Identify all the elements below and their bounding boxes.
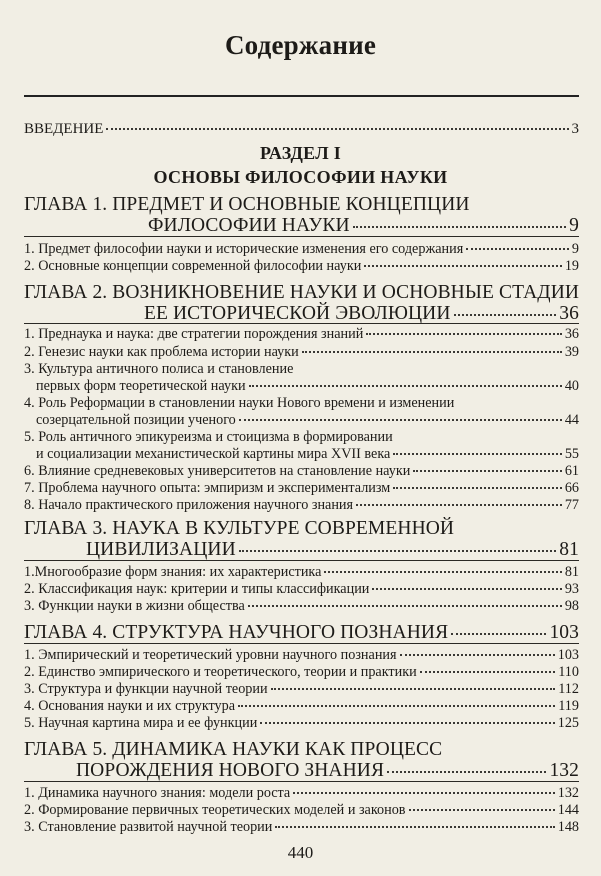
entry-label: 2. Основные концепции современной философии науки	[24, 258, 362, 274]
entry-label: 1. Предмет философии науки и исторические изменения его содержания	[24, 241, 464, 257]
toc-entry[interactable]	[24, 715, 579, 732]
entry-page: 112	[558, 681, 579, 697]
chapter-heading-line: ГЛАВА 4. СТРУКТУРА НАУЧНОГО ПОЗНАНИЯ	[24, 622, 449, 643]
entry-page: 81	[564, 564, 579, 580]
dot-leader	[400, 654, 555, 656]
toc-entry[interactable]	[24, 446, 579, 463]
toc-entry[interactable]	[24, 664, 579, 681]
entry-page: 55	[564, 446, 579, 462]
toc-entry[interactable]	[24, 681, 579, 698]
chapter-divider	[24, 643, 579, 644]
entry-page: 9	[569, 215, 579, 236]
dot-leader	[249, 385, 562, 387]
entry-page: 103	[557, 647, 579, 663]
dot-leader	[248, 605, 562, 607]
entry-page: 119	[558, 698, 579, 714]
entry-page: 61	[564, 463, 579, 479]
dot-leader	[393, 453, 561, 455]
dot-leader	[239, 550, 557, 552]
dot-leader	[466, 248, 569, 250]
page-number: 440	[287, 843, 314, 862]
entry-label: 6. Влияние средневековых университетов на становление науки	[24, 463, 411, 479]
entry-label: 1.Многообразие форм знания: их характеристика	[24, 564, 322, 580]
entry-label: первых форм теоретической науки	[36, 378, 246, 394]
section-number: РАЗДЕЛ I	[259, 143, 342, 163]
dot-leader	[324, 571, 561, 573]
toc-entry-chapter-4[interactable]	[24, 622, 579, 644]
entry-label: 2. Классификация наук: критерии и типы классификации	[24, 581, 370, 597]
toc-entry[interactable]	[24, 497, 579, 514]
dot-leader	[238, 705, 555, 707]
page-title: Содержание	[224, 30, 377, 60]
chapter-heading-line[interactable]: ГЛАВА 2. ВОЗНИКНОВЕНИЕ НАУКИ И ОСНОВНЫЕ СТАДИИ	[24, 282, 580, 303]
toc-entry[interactable]	[24, 785, 579, 802]
chapter-heading-line: ЦИВИЛИЗАЦИИ	[86, 539, 236, 560]
entry-label-line[interactable]: 3. Культура античного полиса и становление	[24, 361, 294, 377]
dot-leader	[293, 792, 554, 794]
dot-leader	[356, 504, 562, 506]
entry-label: 8. Начало практического приложения научного знания	[24, 497, 354, 513]
chapter-heading-line[interactable]: ГЛАВА 1. ПРЕДМЕТ И ОСНОВНЫЕ КОНЦЕПЦИИ	[24, 194, 470, 215]
entry-label: 2. Формирование первичных теоретических моделей и законов	[24, 802, 406, 818]
entry-label: 1. Динамика научного знания: модели роста	[24, 785, 291, 801]
toc-entry[interactable]	[24, 581, 579, 598]
dot-leader	[364, 265, 562, 267]
entry-label: ВВЕДЕНИЕ	[24, 121, 104, 137]
toc-entry[interactable]	[24, 598, 579, 615]
dot-leader	[106, 128, 568, 130]
entry-page: 40	[564, 378, 579, 394]
dot-leader	[366, 333, 562, 335]
entry-page: 103	[549, 622, 579, 643]
toc-entry[interactable]	[24, 819, 579, 836]
entry-page: 36	[564, 326, 579, 342]
chapter-divider	[24, 781, 579, 782]
entry-page: 81	[559, 539, 579, 560]
toc-entry[interactable]	[24, 344, 579, 361]
entry-page: 44	[564, 412, 579, 428]
dot-leader	[454, 314, 557, 316]
entry-page: 93	[564, 581, 579, 597]
toc-entry[interactable]	[24, 802, 579, 819]
toc-entry-chapter-3[interactable]	[24, 539, 579, 561]
toc-entry[interactable]	[24, 480, 579, 497]
dot-leader	[387, 771, 546, 773]
chapter-heading-line[interactable]: ГЛАВА 3. НАУКА В КУЛЬТУРЕ СОВРЕМЕННОЙ	[24, 518, 455, 539]
entry-page: 125	[557, 715, 579, 731]
dot-leader	[275, 826, 554, 828]
toc-entry[interactable]	[24, 564, 579, 581]
dot-leader	[420, 671, 556, 673]
dot-leader	[393, 487, 562, 489]
entry-label-line[interactable]: 5. Роль античного эпикуреизма и стоицизма в формировании	[24, 429, 393, 445]
toc-entry[interactable]	[24, 241, 579, 258]
toc-entry-chapter-2[interactable]	[24, 303, 579, 325]
section-title: ОСНОВЫ ФИЛОСОФИИ НАУКИ	[153, 167, 448, 187]
chapter-heading-line: ПОРОЖДЕНИЯ НОВОГО ЗНАНИЯ	[76, 760, 385, 781]
chapter-divider	[24, 323, 579, 324]
chapter-divider	[24, 560, 579, 561]
toc-entry-intro[interactable]	[24, 121, 579, 138]
chapter-heading-line: ЕЕ ИСТОРИЧЕСКОЙ ЭВОЛЮЦИИ	[144, 303, 451, 324]
dot-leader	[271, 688, 556, 690]
entry-label: 3. Становление развитой научной теории	[24, 819, 273, 835]
entry-page: 148	[557, 819, 579, 835]
entry-label: 5. Научная картина мира и ее функции	[24, 715, 258, 731]
entry-label: 2. Генезис науки как проблема истории науки	[24, 344, 299, 360]
dot-leader	[302, 351, 562, 353]
entry-page: 36	[559, 303, 579, 324]
entry-label: 7. Проблема научного опыта: эмпиризм и экспериментализм	[24, 480, 391, 496]
title-rule	[24, 95, 579, 97]
entry-label-line[interactable]: 4. Роль Реформации в становлении науки Нового времени и изменении	[24, 395, 455, 411]
entry-label: 4. Основания науки и их структура	[24, 698, 236, 714]
toc-entry[interactable]	[24, 698, 579, 715]
entry-page: 39	[564, 344, 579, 360]
entry-label: 1. Преднаука и наука: две стратегии порождения знаний	[24, 326, 364, 342]
entry-page: 110	[558, 664, 579, 680]
dot-leader	[260, 722, 554, 724]
entry-label: 3. Функции науки в жизни общества	[24, 598, 245, 614]
entry-page: 132	[549, 760, 579, 781]
entry-page: 77	[564, 497, 579, 513]
entry-page: 9	[571, 241, 579, 257]
toc-entry[interactable]	[24, 378, 579, 395]
dot-leader	[239, 419, 562, 421]
chapter-heading-line: ФИЛОСОФИИ НАУКИ	[148, 215, 350, 236]
dot-leader	[372, 588, 561, 590]
toc-entry[interactable]	[24, 326, 579, 343]
toc-entry[interactable]	[24, 463, 579, 480]
entry-label: и социализации механистической картины мира XVII века	[36, 446, 391, 462]
toc-entry-chapter-5[interactable]	[24, 760, 579, 782]
chapter-heading-line[interactable]: ГЛАВА 5. ДИНАМИКА НАУКИ КАК ПРОЦЕСС	[24, 739, 443, 760]
dot-leader	[451, 633, 546, 635]
dot-leader	[409, 809, 555, 811]
chapter-divider	[24, 236, 579, 237]
entry-label: 2. Единство эмпирического и теоретического, теории и практики	[24, 664, 417, 680]
dot-leader	[413, 470, 561, 472]
entry-label: созерцательной позиции ученого	[36, 412, 236, 428]
entry-page: 144	[557, 802, 579, 818]
toc-entry-chapter-1[interactable]	[24, 215, 579, 237]
entry-label: 3. Структура и функции научной теории	[24, 681, 268, 697]
toc-entry[interactable]	[24, 258, 579, 275]
entry-page: 132	[557, 785, 579, 801]
entry-page: 66	[564, 480, 579, 496]
entry-label: 1. Эмпирический и теоретический уровни научного познания	[24, 647, 397, 663]
toc-entry[interactable]	[24, 647, 579, 664]
entry-page: 98	[564, 598, 579, 614]
toc-entry[interactable]	[24, 412, 579, 429]
dot-leader	[353, 226, 566, 228]
entry-page: 3	[571, 121, 579, 137]
entry-page: 19	[564, 258, 579, 274]
